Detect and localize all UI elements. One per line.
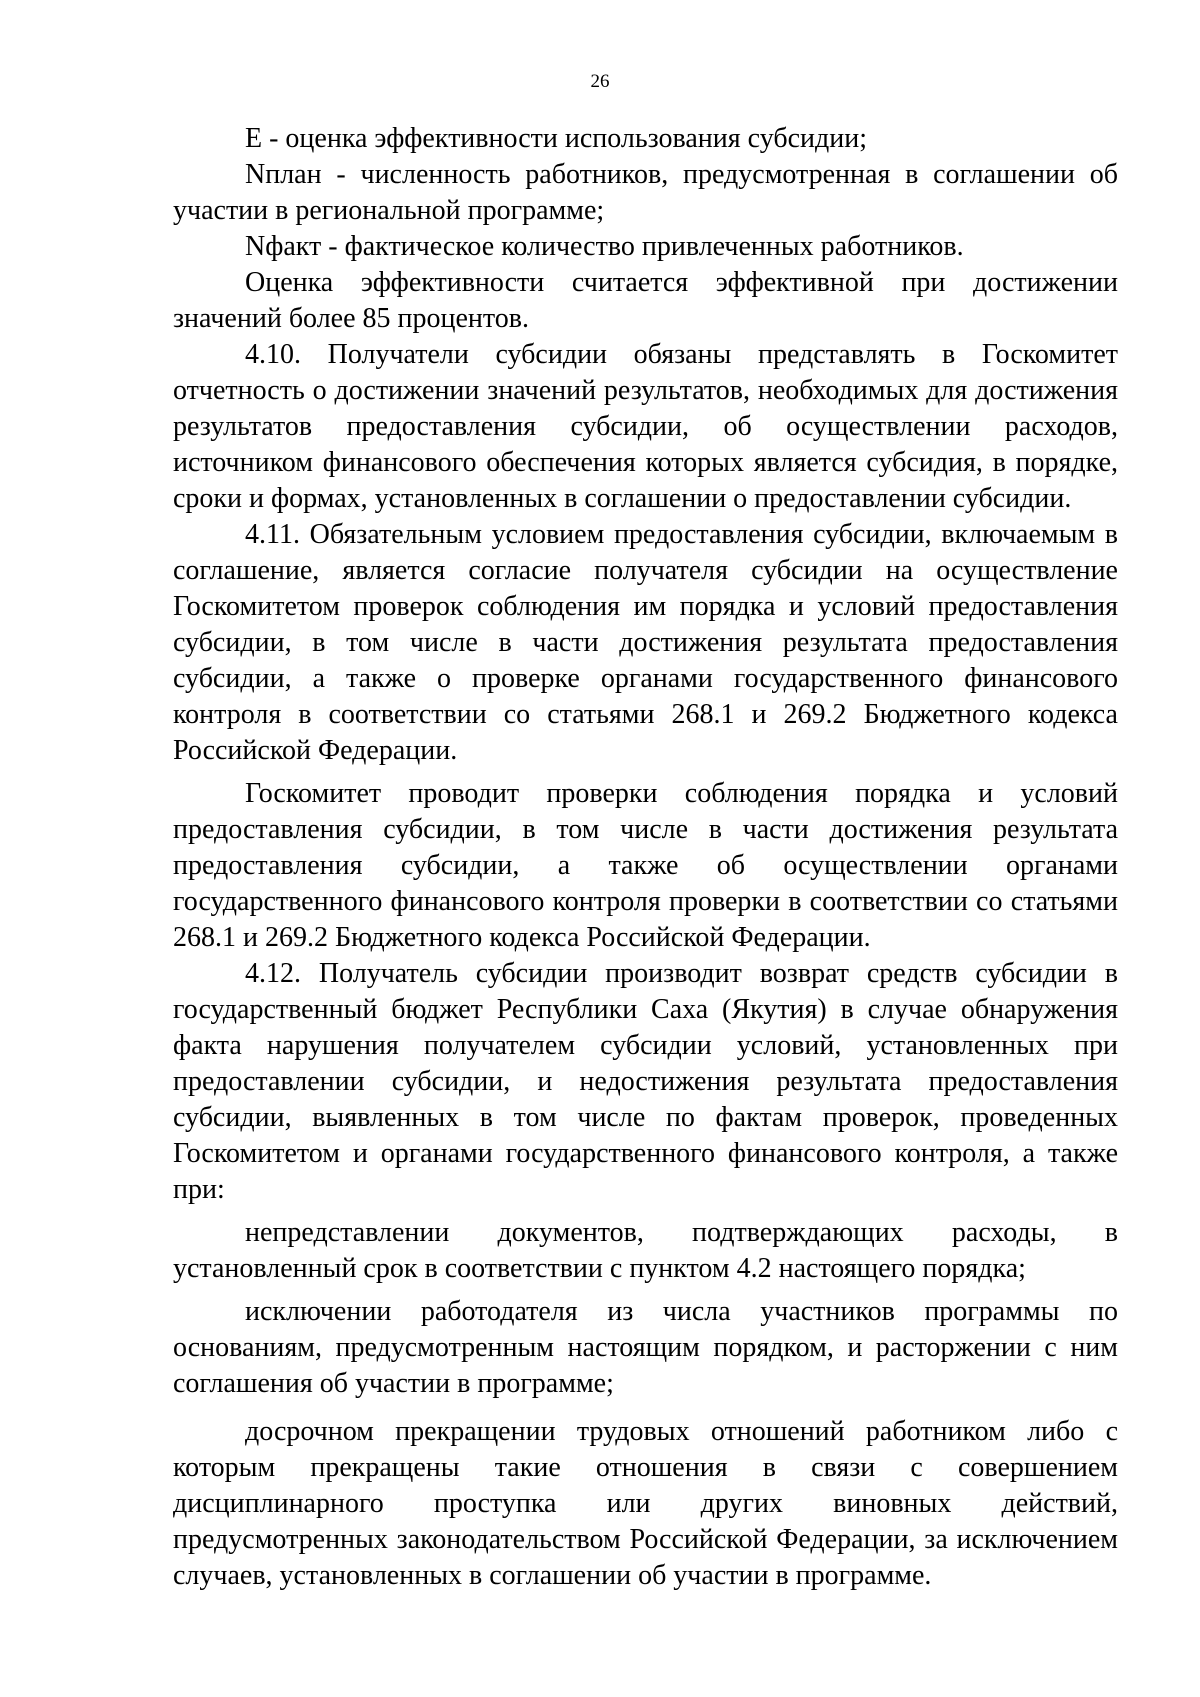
paragraph-nplan-definition: Nплан - численность работников, предусмотренная в соглашении об участии в региональной программе;: [173, 159, 1118, 226]
paragraph-nonsubmission: непредставлении документов, подтверждающих расходы, в установленный срок в соответствии с пунктом 4.2 настоящего порядка;: [173, 1217, 1118, 1284]
paragraph-exclusion: исключении работодателя из числа участников программы по основаниям, предусмотренным настоящим порядком, и расторжении с ним соглашения об участии в программе;: [173, 1296, 1118, 1399]
paragraph-early-termination: досрочном прекращении трудовых отношений работником либо с которым прекращены такие отношения в связи с совершением дисциплинарного проступка или других виновных действий, предусмотренных законодательством Российской Федерации, за исключением случаев, установленных в соглашении об участии в программе.: [173, 1416, 1118, 1591]
page-number: 26: [590, 71, 610, 92]
paragraph-4-11: 4.11. Обязательным условием предоставления субсидии, включаемым в соглашение, является согласие получателя субсидии на осуществление Госкомитетом проверок соблюдения им порядка и условий предоставления субсидии, в том числе в части достижения результата предоставления субсидии, а также о проверке органами государственного финансового контроля в соответствии со статьями 268.1 и 269.2 Бюджетного кодекса Российской Федерации.: [173, 519, 1118, 766]
document-body: [173, 121, 1118, 1594]
paragraph-nfakt-definition: Nфакт - фактическое количество привлеченных работников.: [245, 231, 964, 262]
paragraph-4-10: 4.10. Получатели субсидии обязаны представлять в Госкомитет отчетность о достижении значений результатов, необходимых для достижения результатов предоставления субсидии, об осуществлении расходов, источником финансового обеспечения которых является субсидия, в порядке, сроки и формах, установленных в соглашении о предоставлении субсидии.: [173, 339, 1118, 514]
paragraph-goskomitet-checks: Госкомитет проводит проверки соблюдения порядка и условий предоставления субсидии, в том числе в части достижения результата предоставления субсидии, а также об осуществлении органами государственного финансового контроля проверки в соответствии со статьями 268.1 и 269.2 Бюджетного кодекса Российской Федерации.: [173, 778, 1118, 953]
paragraph-efficiency-threshold: Оценка эффективности считается эффективной при достижении значений более 85 процентов.: [173, 267, 1118, 334]
paragraph-e-definition: Е - оценка эффективности использования субсидии;: [245, 123, 867, 154]
paragraph-4-12: 4.12. Получатель субсидии производит возврат средств субсидии в государственный бюджет Республики Саха (Якутия) в случае обнаружения факта нарушения получателем субсидии условий, установленных при предоставлении субсидии, и недостижения результата предоставления субсидии, выявленных в том числе по фактам проверок, проведенных Госкомитетом и органами государственного финансового контроля, а также при:: [173, 958, 1118, 1205]
